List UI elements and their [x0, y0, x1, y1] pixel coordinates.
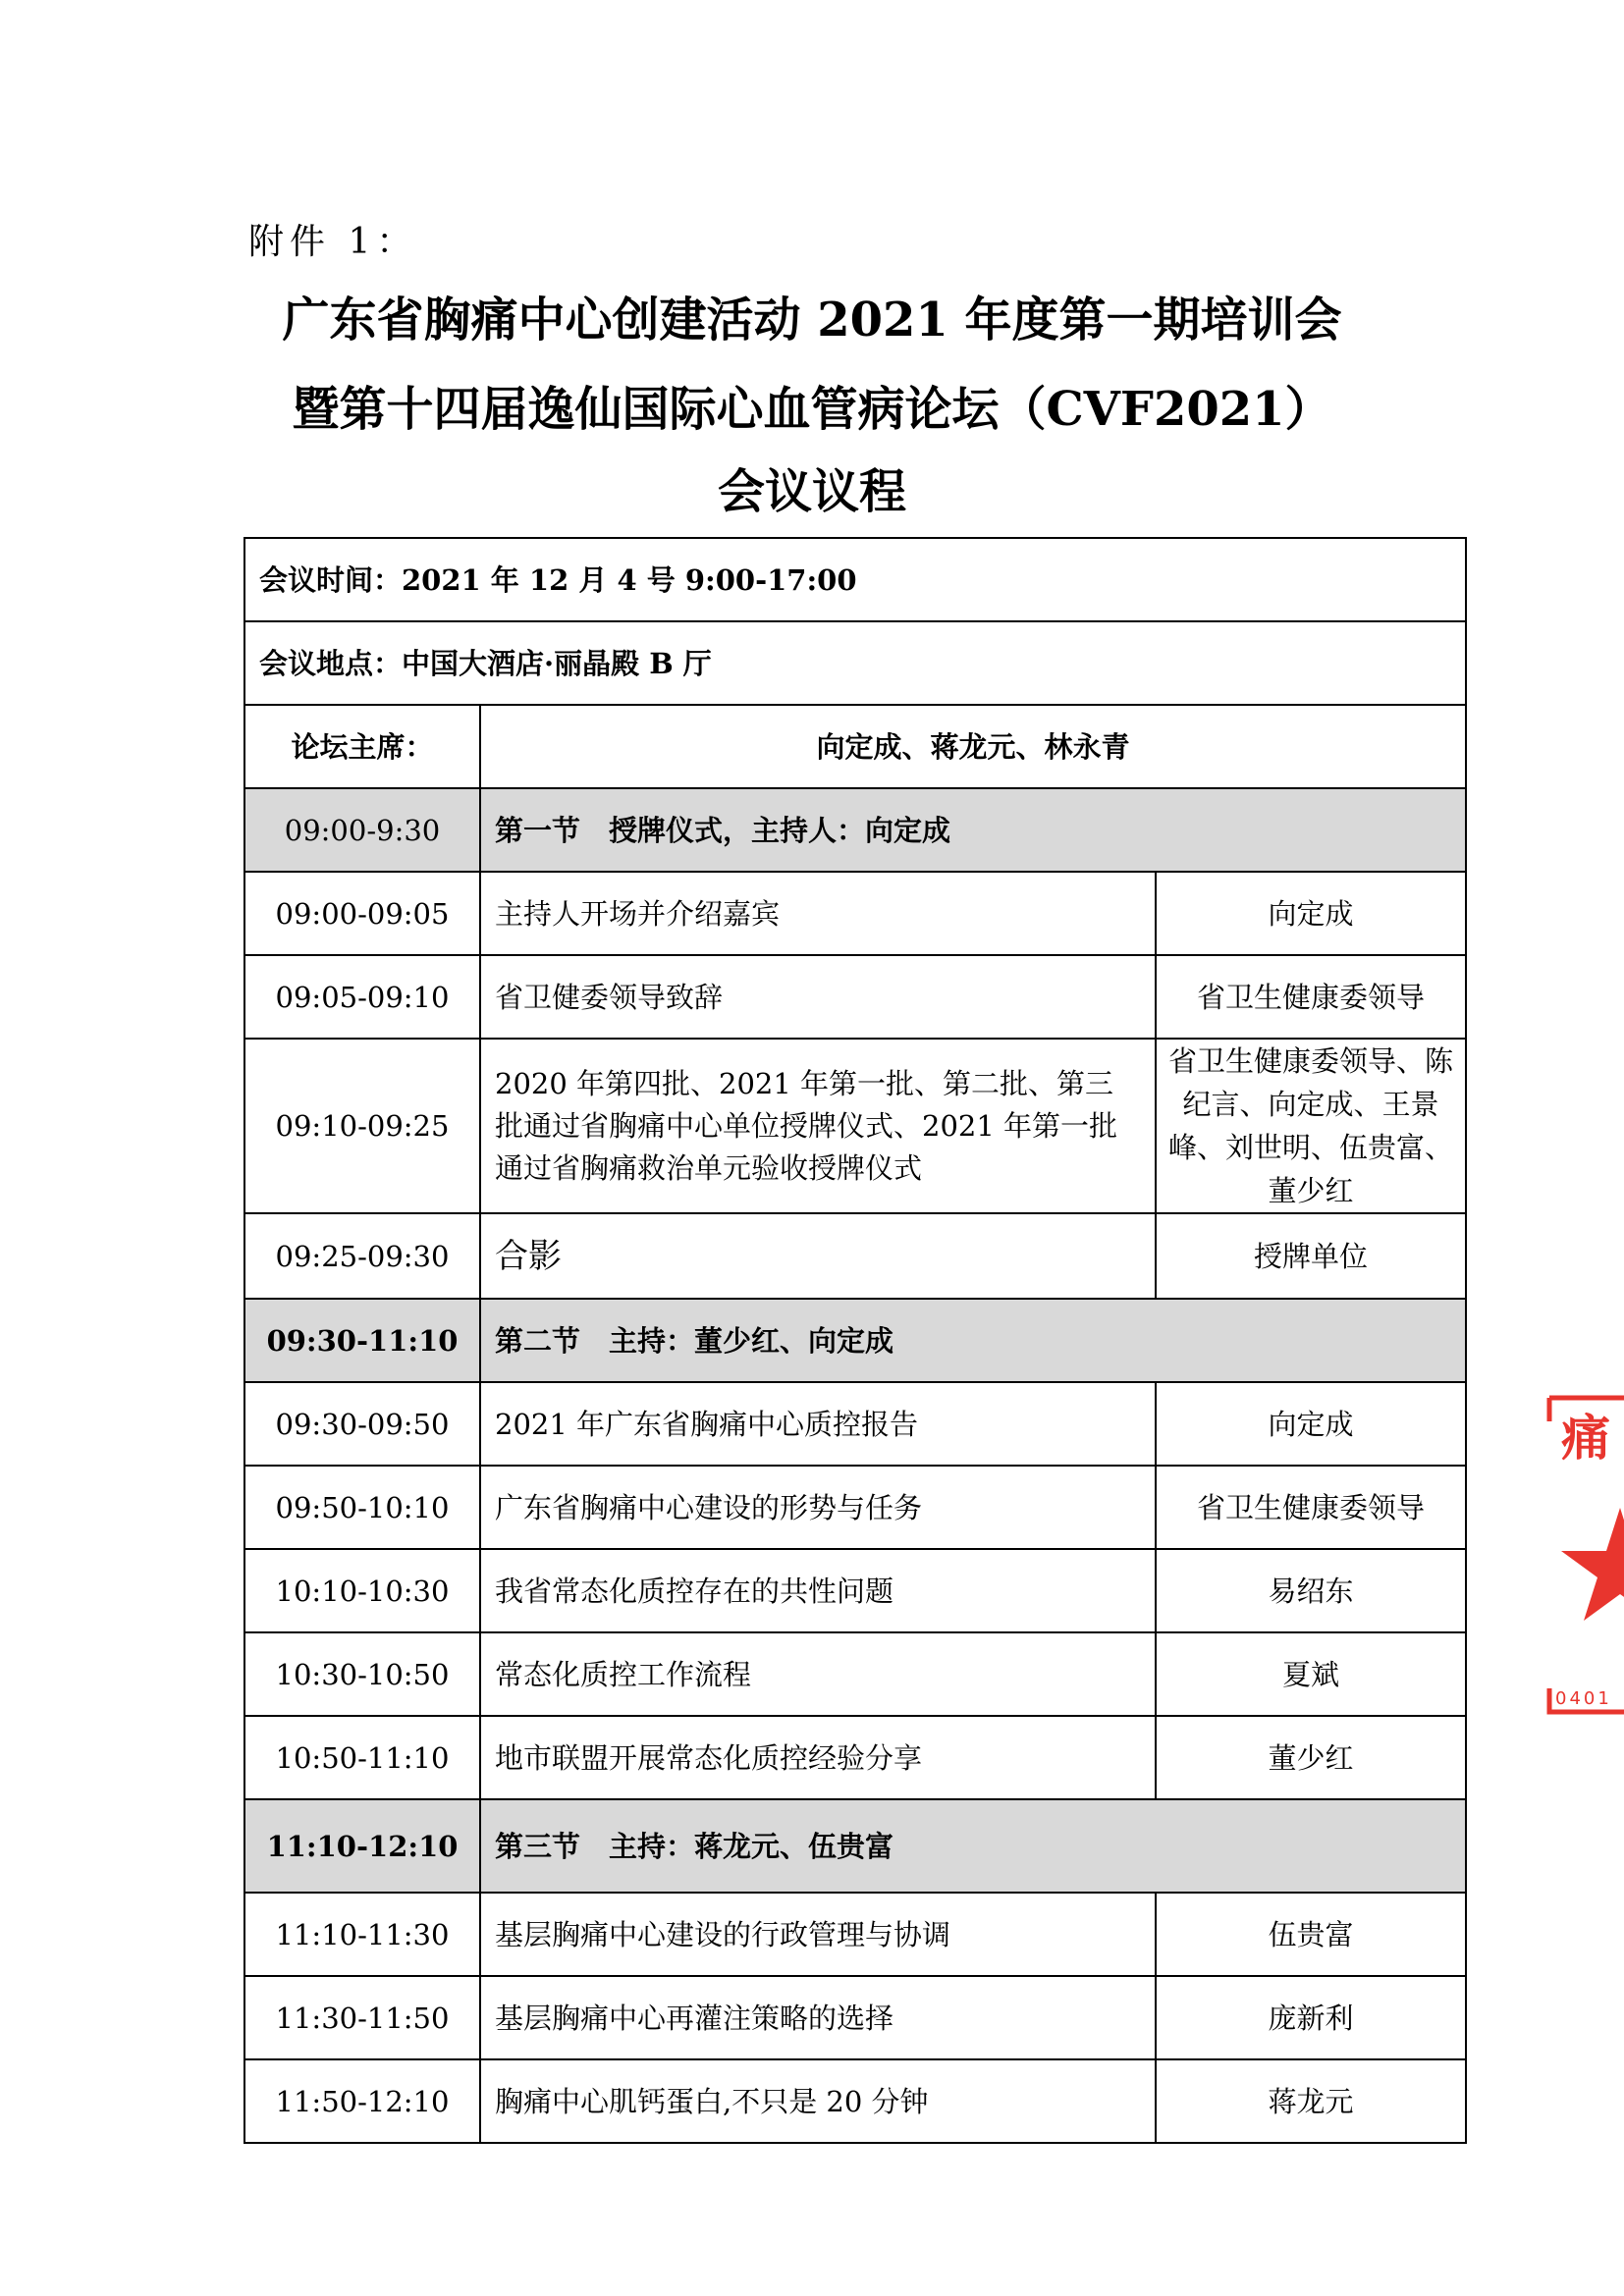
- meeting-location: 会议地点：中国大酒店·丽晶殿 B 厅: [244, 621, 1466, 705]
- session-time: 09:50-10:10: [244, 1466, 480, 1549]
- session-topic: 基层胸痛中心建设的行政管理与协调: [480, 1893, 1156, 1976]
- session-time: 10:10-10:30: [244, 1549, 480, 1632]
- section-header-row: [244, 1299, 1466, 1382]
- session-speaker: 向定成: [1156, 872, 1466, 955]
- table-row: [244, 1893, 1466, 1976]
- session-topic: 主持人开场并介绍嘉宾: [480, 872, 1156, 955]
- table-row: [244, 1716, 1466, 1799]
- table-row: [244, 1382, 1466, 1466]
- official-seal-graphic: [1543, 1394, 1624, 1728]
- session-time: 09:25-09:30: [244, 1213, 480, 1299]
- session-time: 09:30-09:50: [244, 1382, 480, 1466]
- table-row: [244, 872, 1466, 955]
- document-title-line-1: 广东省胸痛中心创建活动 2021 年度第一期培训会: [282, 293, 1342, 347]
- session-speaker: 夏斌: [1156, 1632, 1466, 1716]
- seal-char: 痛: [1561, 1410, 1610, 1467]
- session-topic: 广东省胸痛中心建设的形势与任务: [480, 1466, 1156, 1549]
- meeting-time: 会议时间：2021 年 12 月 4 号 9:00-17:00: [244, 538, 1466, 621]
- table-row: [244, 1632, 1466, 1716]
- table-row: [244, 1213, 1466, 1299]
- table-row: [244, 2059, 1466, 2143]
- section-heading: 第二节 主持：董少红、向定成: [480, 1299, 1466, 1382]
- forum-chair-row: [244, 705, 1466, 788]
- section-time: 09:30-11:10: [244, 1299, 480, 1382]
- meeting-time-row: [244, 538, 1466, 621]
- forum-chair-names: 向定成、蒋龙元、林永青: [480, 705, 1466, 788]
- table-row: [244, 1549, 1466, 1632]
- session-time: 11:30-11:50: [244, 1976, 480, 2059]
- section-heading: 第三节 主持：蒋龙元、伍贵富: [480, 1799, 1466, 1893]
- session-speaker: 易绍东: [1156, 1549, 1466, 1632]
- session-time: 09:05-09:10: [244, 955, 480, 1039]
- session-time: 10:30-10:50: [244, 1632, 480, 1716]
- session-speaker: 省卫生健康委领导、陈纪言、向定成、王景峰、刘世明、伍贵富、董少红: [1156, 1039, 1466, 1213]
- section-header-row: [244, 788, 1466, 872]
- table-row: [244, 1976, 1466, 2059]
- session-speaker: 伍贵富: [1156, 1893, 1466, 1976]
- section-time: 09:00-9:30: [244, 788, 480, 872]
- session-topic: 2020 年第四批、2021 年第一批、第二批、第三批通过省胸痛中心单位授牌仪式、2021 年第一批通过省胸痛救治单元验收授牌仪式: [480, 1039, 1156, 1213]
- star-icon: [1561, 1508, 1624, 1621]
- section-time: 11:10-12:10: [244, 1799, 480, 1893]
- seal-code: 0401: [1555, 1688, 1612, 1709]
- table-row: [244, 1039, 1466, 1213]
- official-seal: [1543, 1394, 1624, 1728]
- forum-chair-label: 论坛主席：: [244, 705, 480, 788]
- table-row: [244, 955, 1466, 1039]
- session-speaker: 蒋龙元: [1156, 2059, 1466, 2143]
- session-time: 09:00-09:05: [244, 872, 480, 955]
- session-speaker: 董少红: [1156, 1716, 1466, 1799]
- session-topic: 2021 年广东省胸痛中心质控报告: [480, 1382, 1156, 1466]
- document-title-line-3: 会议议程: [717, 464, 906, 519]
- session-topic: 我省常态化质控存在的共性问题: [480, 1549, 1156, 1632]
- table-row: [244, 1466, 1466, 1549]
- session-topic: 胸痛中心肌钙蛋白,不只是 20 分钟: [480, 2059, 1156, 2143]
- session-speaker: 授牌单位: [1156, 1213, 1466, 1299]
- session-speaker: 省卫生健康委领导: [1156, 955, 1466, 1039]
- session-topic: 常态化质控工作流程: [480, 1632, 1156, 1716]
- session-topic: 地市联盟开展常态化质控经验分享: [480, 1716, 1156, 1799]
- session-topic: 合影: [480, 1213, 1156, 1299]
- session-speaker: 庞新利: [1156, 1976, 1466, 2059]
- agenda-table: [244, 537, 1467, 2144]
- session-time: 11:50-12:10: [244, 2059, 480, 2143]
- session-time: 09:10-09:25: [244, 1039, 480, 1213]
- session-speaker: 省卫生健康委领导: [1156, 1466, 1466, 1549]
- section-header-row: [244, 1799, 1466, 1893]
- session-topic: 省卫健委领导致辞: [480, 955, 1156, 1039]
- meeting-location-row: [244, 621, 1466, 705]
- session-topic: 基层胸痛中心再灌注策略的选择: [480, 1976, 1156, 2059]
- annex-label: 附件 1：: [248, 222, 418, 262]
- session-time: 10:50-11:10: [244, 1716, 480, 1799]
- document-title-line-2: 暨第十四届逸仙国际心血管病论坛（CVF2021）: [292, 382, 1332, 437]
- session-speaker: 向定成: [1156, 1382, 1466, 1466]
- section-heading: 第一节 授牌仪式，主持人：向定成: [480, 788, 1466, 872]
- session-time: 11:10-11:30: [244, 1893, 480, 1976]
